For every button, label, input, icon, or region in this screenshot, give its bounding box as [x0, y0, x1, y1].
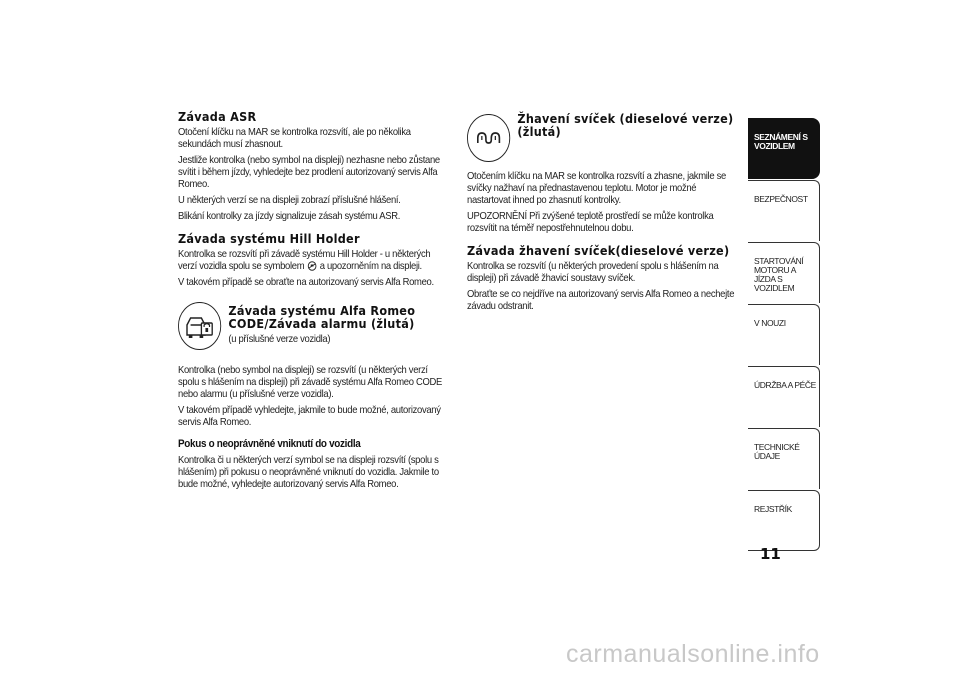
code-header [178, 298, 448, 350]
intrusion-p1: Kontrolka či u některých verzí symbol se na displeji rozsvítí (spolu s hlášením) při pokusu o neoprávněné vniknutí do vozidla. Jakmile to bude možné, vyhledejte autorizovaný servis Alfa Romeo. [178, 454, 439, 490]
right-column [467, 110, 737, 322]
code-p1: Kontrolka (nebo symbol na displeji) se rozsvítí (u některých verzí spolu s hlášením na displeji) při závadě systému Alfa Romeo CODE nebo alarmu (u příslušné verze vozidla). [178, 364, 442, 400]
glowfault-title: Závada žhavení svíček(dieselové verze) [467, 243, 730, 258]
asr-p3: U některých verzí se na displeji zobrazí příslušné hlášení. [178, 194, 401, 206]
page-number: 11 [760, 545, 781, 563]
section-glow-fault [467, 244, 737, 312]
hill-p1a: Kontrolka se rozsvítí při závadě systému Hill Holder - u některých verzí vozidla spolu se symbolem [178, 248, 431, 272]
tab-technicke-udaje[interactable]: TECHNICKÉ ÚDAJE [748, 428, 820, 489]
glow-title: Žhavení svíček (dieselové verze) (žlutá) [517, 111, 734, 139]
hill-p1b: a upozorněním na displeji. [319, 260, 422, 272]
section-asr [178, 110, 448, 222]
intrusion-title: Pokus o neoprávněné vniknutí do vozidla [178, 438, 361, 450]
tab-udrzba[interactable]: ÚDRŽBA A PÉČE [748, 366, 820, 427]
section-hill-holder [178, 232, 448, 288]
car-key-alarm-icon [178, 302, 221, 350]
section-alfa-code [178, 298, 448, 428]
code-note: (u příslušné verze vozidla) [228, 333, 331, 345]
glow-p1: Otočením klíčku na MAR se kontrolka rozsvítí a zhasne, jakmile se svíčky nažhaví na přednastavenou teplotu. Motor je možné nastartovat ihned po zhasnutí kontrolky. [467, 170, 726, 206]
glow-p2: UPOZORNĚNÍ Při zvýšené teplotě prostředí se může kontrolka rozsvítit na téměř nepostřehnutelnou dobu. [467, 210, 714, 234]
asr-p2: Jestliže kontrolka (nebo symbol na displeji) nezhasne nebo zůstane svítit i během jízdy, vyhledejte bez prodlení autorizovaný servis Alfa Romeo. [178, 154, 440, 190]
code-title: Závada systému Alfa Romeo CODE/Závada alarmu (žlutá) [228, 303, 416, 331]
glowfault-p2: Obraťte se co nejdříve na autorizovaný servis Alfa Romeo a nechejte závadu odstranit. [467, 288, 735, 312]
tab-startovani[interactable]: STARTOVÁNÍ MOTORU A JÍZDA S VOZIDLEM [748, 242, 820, 303]
glow-heading-text [517, 110, 737, 141]
glow-header [467, 110, 737, 162]
tab-bezpecnost[interactable]: BEZPEČNOST [748, 180, 820, 241]
hill-holder-icon [307, 261, 318, 271]
glow-plug-icon [467, 114, 510, 162]
tab-seznameni[interactable]: SEZNÁMENÍ S VOZIDLEM [748, 118, 820, 179]
code-heading-text [228, 298, 448, 349]
glowfault-p1: Kontrolka se rozsvítí (u některých provedení spolu s hlášením na displeji) při závadě žhavicí soustavy svíček. [467, 260, 719, 284]
asr-p1: Otočení klíčku na MAR se kontrolka rozsvítí, ale po několika sekundách musí zhasnout. [178, 126, 411, 150]
hill-p2: V takovém případě se obraťte na autorizovaný servis Alfa Romeo. [178, 276, 434, 288]
tab-rejstrik[interactable]: REJSTŘÍK [748, 490, 820, 551]
section-glow [467, 110, 737, 234]
asr-title: Závada ASR [178, 109, 257, 124]
section-intrusion [178, 438, 448, 490]
left-column [178, 110, 448, 500]
tab-v-nouzi[interactable]: V NOUZI [748, 304, 820, 365]
watermark: carmanualsonline.info [566, 640, 820, 668]
code-p2: V takovém případě vyhledejte, jakmile to bude možné, autorizovaný servis Alfa Romeo. [178, 404, 441, 428]
asr-p4: Blikání kontrolky za jízdy signalizuje zásah systému ASR. [178, 210, 401, 222]
hill-title: Závada systému Hill Holder [178, 231, 360, 246]
hill-p1 [178, 248, 448, 272]
chapter-tabs [748, 118, 820, 552]
